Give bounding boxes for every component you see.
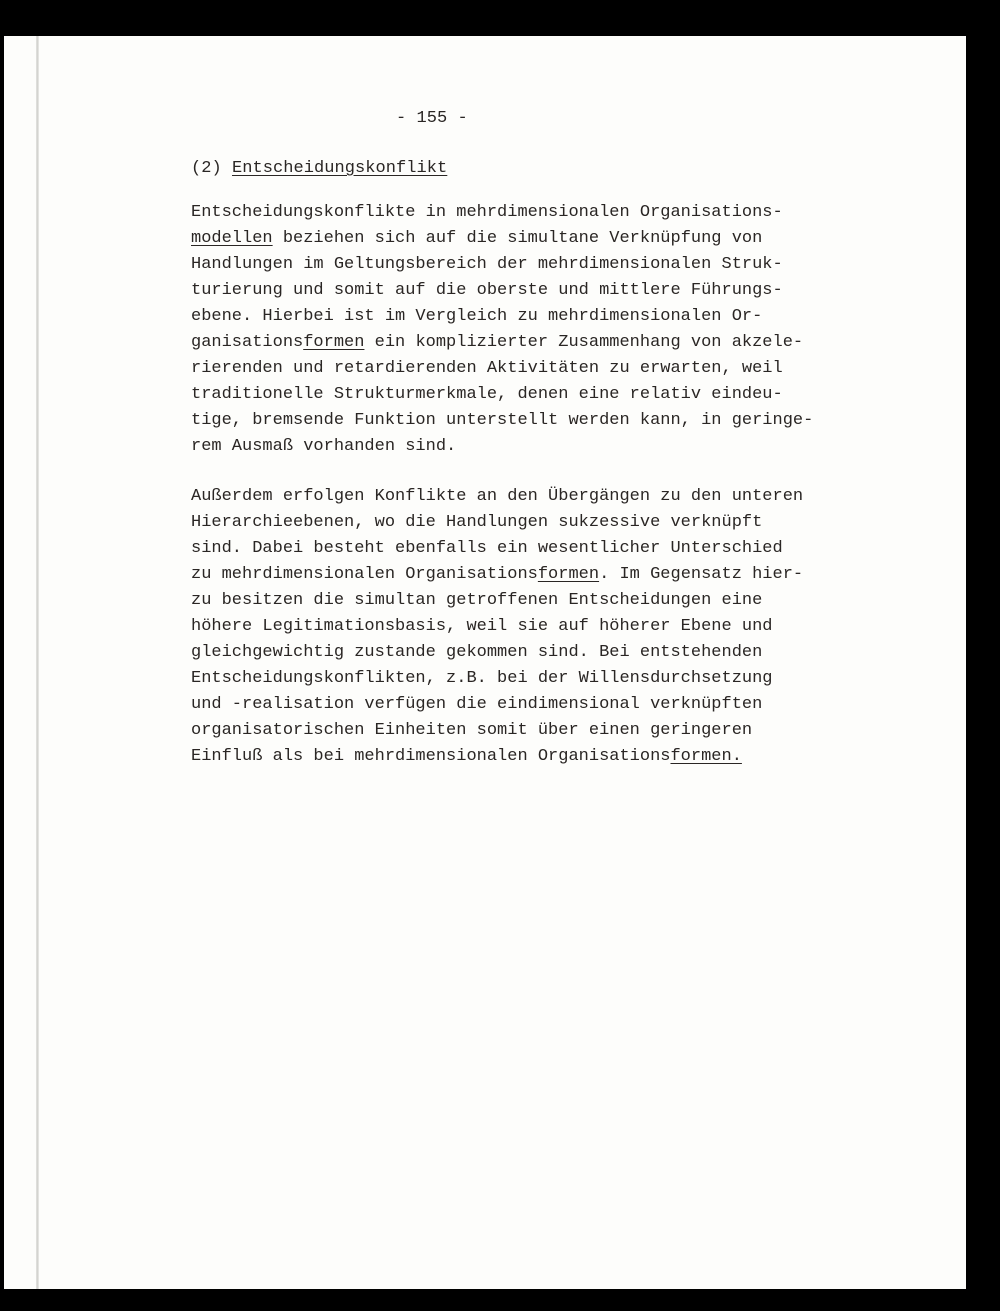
text-line xyxy=(191,278,813,304)
heading-number: (2) xyxy=(191,159,233,178)
text-line xyxy=(191,408,813,434)
text-line xyxy=(191,666,803,692)
text-line xyxy=(191,200,813,226)
text-segment: rierenden und retardierenden Aktivitäten zu erwarten, weil xyxy=(191,359,783,378)
text-segment: turierung und somit auf die oberste und mittlere Führungs- xyxy=(191,281,783,300)
text-segment: zu mehrdimensionalen Organisations xyxy=(191,565,538,584)
text-segment: ein komplizierter Zusammenhang von akzele- xyxy=(364,333,804,352)
text-line xyxy=(191,510,803,536)
text-line xyxy=(191,330,813,356)
text-line xyxy=(191,356,813,382)
text-line xyxy=(191,588,803,614)
text-segment: Einfluß als bei mehrdimensionalen Organisations xyxy=(191,747,671,766)
text-segment: Entscheidungskonflikte in mehrdimensionalen Organisations- xyxy=(191,203,783,222)
text-line xyxy=(191,562,803,588)
text-line xyxy=(191,304,813,330)
text-line xyxy=(191,252,813,278)
text-segment: Außerdem erfolgen Konflikte an den Übergängen zu den unteren xyxy=(191,487,804,506)
text-segment: höhere Legitimationsbasis, weil sie auf höherer Ebene und xyxy=(191,617,773,636)
underlined-text: formen. xyxy=(670,747,742,766)
text-segment: beziehen sich auf die simultane Verknüpfung von xyxy=(272,229,763,248)
text-segment: Handlungen im Geltungsbereich der mehrdimensionalen Struk- xyxy=(191,255,783,274)
underlined-text: formen xyxy=(303,333,365,352)
paragraph-1 xyxy=(191,200,813,460)
section-heading xyxy=(191,159,447,178)
text-line xyxy=(191,226,813,252)
heading-title: Entscheidungskonflikt xyxy=(232,159,448,178)
text-line xyxy=(191,614,803,640)
text-segment: Entscheidungskonflikten, z.B. bei der Willensdurchsetzung xyxy=(191,669,773,688)
page-fold-shadow xyxy=(36,36,39,1289)
text-segment: und -realisation verfügen die eindimensional verknüpften xyxy=(191,695,763,714)
text-segment: sind. Dabei besteht ebenfalls ein wesentlicher Unterschied xyxy=(191,539,783,558)
text-segment: ganisations xyxy=(191,333,304,352)
text-line xyxy=(191,484,803,510)
text-segment: Hierarchieebenen, wo die Handlungen sukzessive verknüpft xyxy=(191,513,763,532)
text-line xyxy=(191,640,803,666)
page-number: - 155 - xyxy=(396,109,468,128)
text-line xyxy=(191,382,813,408)
text-segment: . Im Gegensatz hier- xyxy=(599,565,804,584)
text-segment: traditionelle Strukturmerkmale, denen eine relativ eindeu- xyxy=(191,385,783,404)
text-segment: organisatorischen Einheiten somit über einen geringeren xyxy=(191,721,753,740)
text-segment: zu besitzen die simultan getroffenen Entscheidungen eine xyxy=(191,591,763,610)
text-segment: rem Ausmaß vorhanden sind. xyxy=(191,437,457,456)
text-line xyxy=(191,718,803,744)
text-line xyxy=(191,744,803,770)
text-segment: ebene. Hierbei ist im Vergleich zu mehrdimensionalen Or- xyxy=(191,307,763,326)
text-line xyxy=(191,536,803,562)
text-line xyxy=(191,692,803,718)
text-segment: gleichgewichtig zustande gekommen sind. Bei entstehenden xyxy=(191,643,763,662)
paragraph-2 xyxy=(191,484,803,770)
text-segment: tige, bremsende Funktion unterstellt werden kann, in geringe- xyxy=(191,411,814,430)
text-line xyxy=(191,434,813,460)
underlined-text: modellen xyxy=(191,229,273,248)
underlined-text: formen xyxy=(537,565,600,584)
